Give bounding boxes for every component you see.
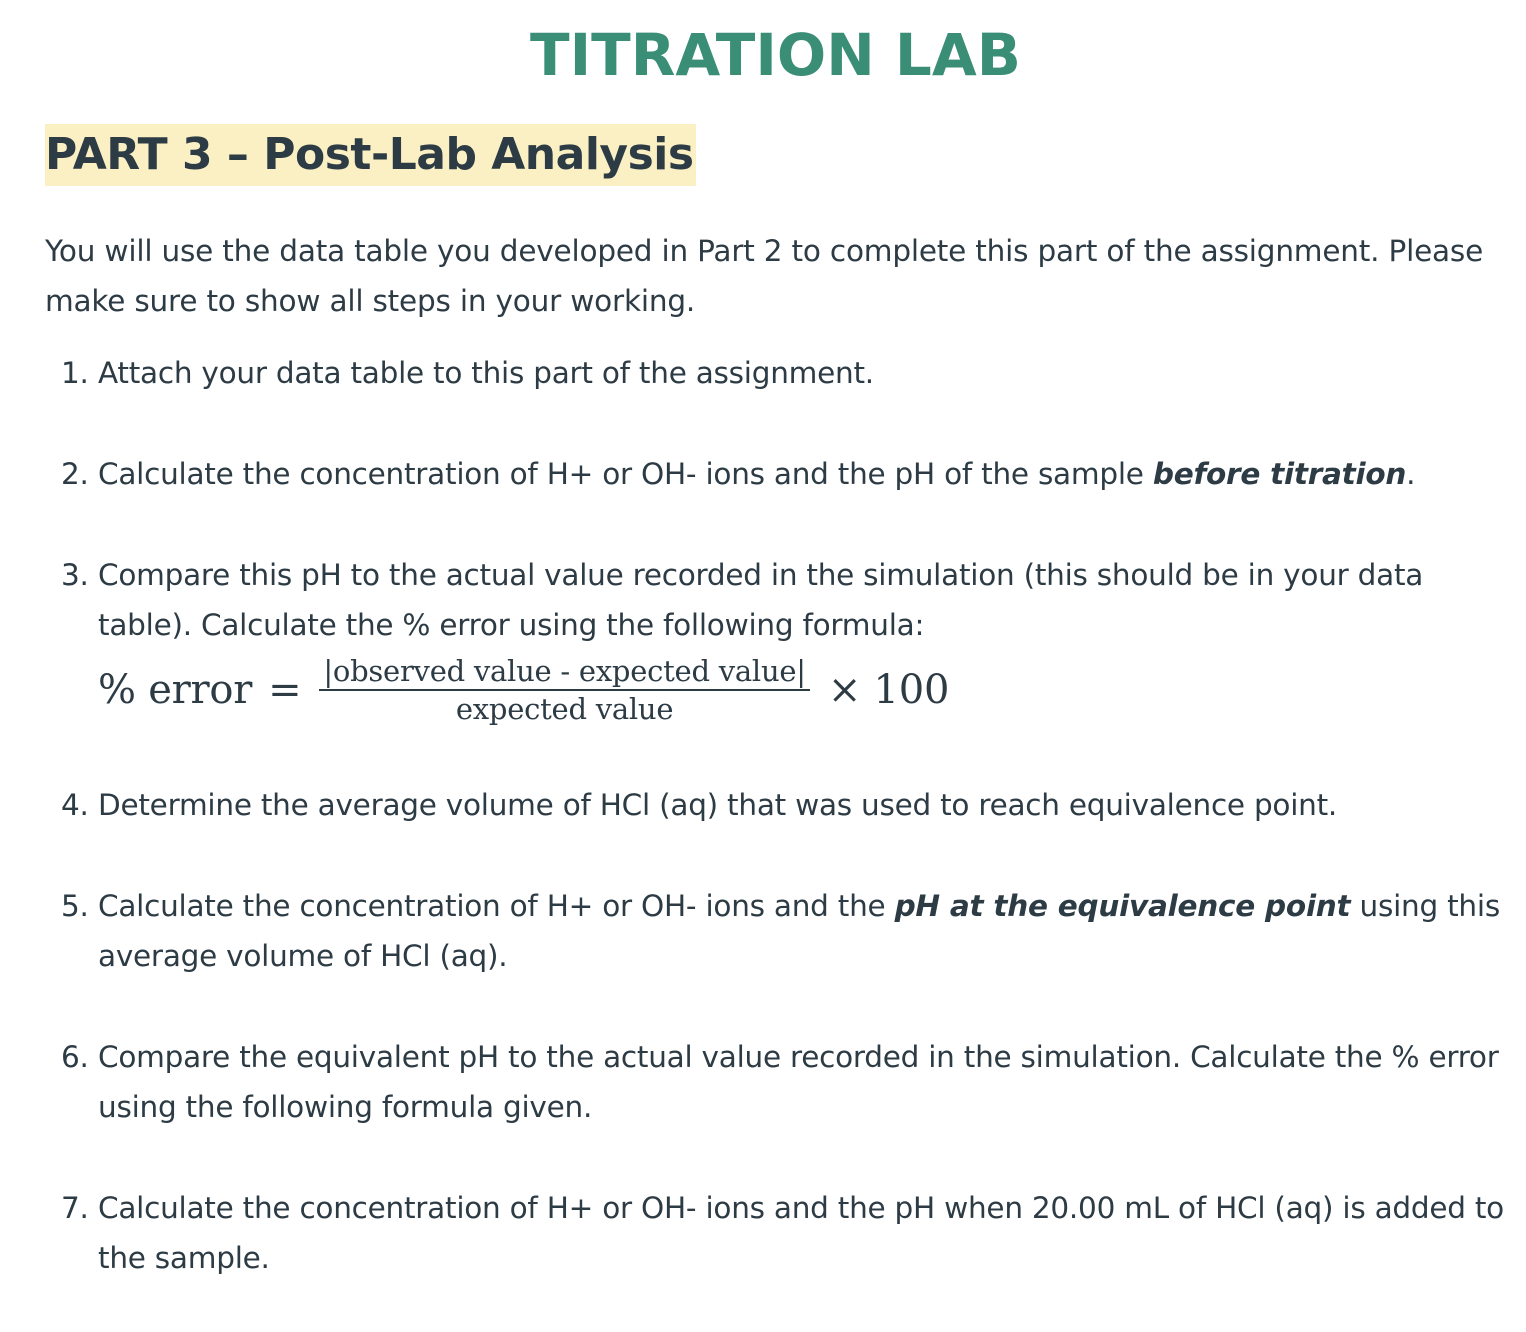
question-number: 4. bbox=[61, 788, 89, 822]
question-item-7 bbox=[45, 1183, 1518, 1283]
question-list bbox=[45, 348, 1518, 1283]
formula-equals: = bbox=[268, 667, 302, 713]
question-emphasis: pH at the equivalence point bbox=[894, 889, 1351, 923]
question-number: 5. bbox=[61, 889, 89, 923]
formula-denominator: expected value bbox=[455, 692, 674, 726]
question-text: Determine the average volume of HCl (aq) that was used to reach equivalence point. bbox=[98, 788, 1338, 822]
question-emphasis: before titration bbox=[1152, 457, 1407, 491]
question-item-2 bbox=[45, 449, 1518, 499]
part-heading-container bbox=[45, 124, 1518, 186]
question-text: Attach your data table to this part of the assignment. bbox=[98, 356, 874, 390]
formula-multiplier: × 100 bbox=[827, 667, 950, 713]
question-number: 3. bbox=[61, 558, 89, 592]
question-item-1 bbox=[45, 348, 1518, 398]
part-heading: PART 3 – Post-Lab Analysis bbox=[45, 124, 696, 186]
question-text: Calculate the concentration of H+ or OH- ions and the pH when 20.00 mL of HCl (aq) is added to the sample. bbox=[98, 1191, 1504, 1275]
formula-numerator: |observed value - expected value| bbox=[323, 654, 806, 688]
question-text-end: . bbox=[1406, 457, 1416, 491]
question-item-6 bbox=[45, 1032, 1518, 1132]
question-item-4 bbox=[45, 780, 1518, 830]
page-title: TITRATION LAB bbox=[530, 21, 1021, 89]
question-text: Compare this pH to the actual value recorded in the simulation (this should be in your data table). Calculate the % error using the following formula: bbox=[98, 558, 1424, 642]
question-number: 2. bbox=[61, 457, 89, 491]
question-number: 1. bbox=[61, 356, 89, 390]
percent-error-formula bbox=[98, 654, 1518, 726]
question-text: Calculate the concentration of H+ or OH- ions and the bbox=[98, 889, 895, 923]
question-text-end: using this average volume of HCl (aq). bbox=[98, 889, 1500, 973]
formula-lhs: % error bbox=[98, 667, 253, 713]
intro-paragraph: You will use the data table you developed in Part 2 to complete this part of the assignment. Please make sure to show all steps in your working. bbox=[45, 234, 1484, 318]
question-number: 6. bbox=[61, 1040, 89, 1074]
formula-fraction bbox=[319, 653, 809, 727]
question-item-3 bbox=[45, 550, 1518, 726]
question-text: Compare the equivalent pH to the actual value recorded in the simulation. Calculate the % error using the following formula given. bbox=[98, 1040, 1499, 1124]
question-item-5 bbox=[45, 881, 1518, 981]
question-text: Calculate the concentration of H+ or OH- ions and the pH of the sample bbox=[98, 457, 1153, 491]
question-number: 7. bbox=[61, 1191, 89, 1225]
